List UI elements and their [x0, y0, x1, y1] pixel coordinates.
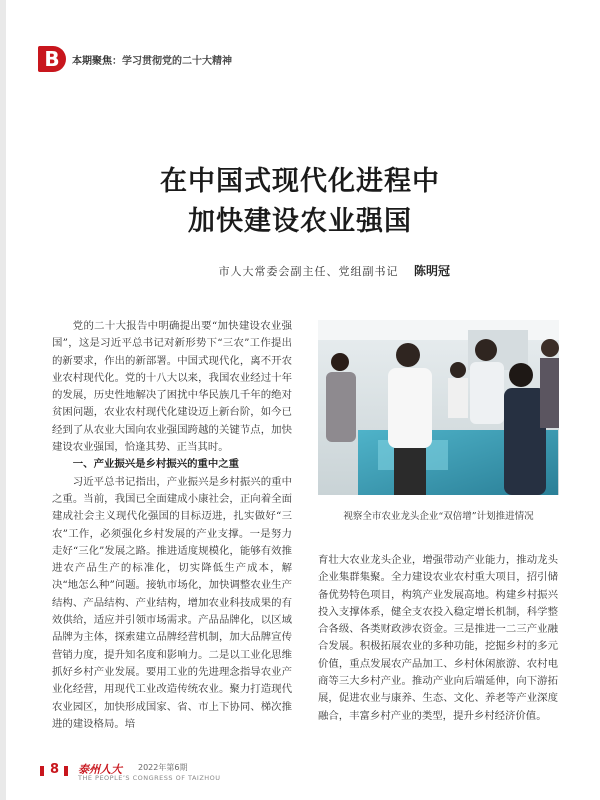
- title-line-1: 在中国式现代化进程中: [160, 166, 440, 197]
- photo-illustration: [318, 320, 559, 495]
- intro-paragraph: 党的二十大报告中明确提出要“加快建设农业强国”，这是习近平总书记对新形势下“三农”工作提出的新要求，作出的新部署。中国式现代化，离不开农业农村现代化。党的十八大以来，我国农业经过十年的发展，历史性地解决了困扰中华民族几千年的绝对贫困问题，农业农村现代化建设迈上新台阶，如今已经到了从农业大国向农业强国跨越的关键节点，加快建设农业强国，恰逢其势、正当其时。: [52, 320, 292, 454]
- section-heading: 一、产业振兴是乡村振兴的重中之重: [72, 458, 240, 471]
- page-footer: [38, 764, 268, 780]
- page-number-bracket-right: [64, 766, 68, 776]
- magazine-english-name: THE PEOPLE’S CONGRESS OF TAIZHOU: [78, 774, 221, 782]
- author-name: 陈明冠: [413, 264, 450, 278]
- article-column-right: [318, 552, 558, 725]
- section-badge: B: [38, 46, 66, 72]
- byline: [218, 262, 450, 279]
- article-column-left: [52, 318, 292, 733]
- section-topic: 学习贯彻党的二十大精神: [122, 56, 232, 67]
- title-line-2: 加快建设农业强国: [188, 206, 412, 237]
- body-paragraph: 习近平总书记指出，产业振兴是乡村振兴的重中之重。当前，我国已全面建成小康社会，正向着全面建成社会主义现代化强国的目标迈进，扎实做好“三农”工作，必须强化乡村发展的产业支撑。一是努力走好“三化”发展之路。推进适度规模化，能够有效推进农产品生产的标准化，切实降低生产成本，解决“地怎么种”问题。接轨市场化，加快调整农业生产结构、产品结构、产业结构，增加农业科技成果的有效供给，适应并引领市场需求。产品品牌化，以区域品牌为主体，探索建立品牌经营机制，加大品牌宣传营销力度，提升知名度和影响力。二是以工业化思维抓好乡村产业发展。要用工业的先进理念指导农业产业化经营，用现代工业改造传统农业。聚力打造现代农业园区，加快形成国家、省、市上下协同、梯次推进的建设格局。培: [52, 475, 292, 730]
- section-label: [72, 52, 232, 67]
- body-paragraph-continued: 育壮大农业龙头企业，增强带动产业能力，推动龙头企业集群集聚。全力建设农业农村重大项目，招引储备优势特色项目，构筑产业发展高地。构建乡村振兴投入支撑体系，健全支农投入稳定增长机制，科学整合各级、各类财政涉农资金。三是推进一二三产业融合发展。积极拓展农业的多种功能，挖掘乡村的多元价值，重点发展农产品加工、乡村休闲旅游、农村电商等三大乡村产业。推动产业向后端延伸，向下游拓展，促进农业与康养、生态、文化、养老等产业深度融合，丰富乡村产业的类型，提升乡村经济价值。: [318, 554, 558, 722]
- magazine-logo: 泰州人大: [78, 763, 122, 776]
- page-number-bracket-left: [40, 766, 44, 776]
- article-photo: [318, 320, 559, 495]
- photo-caption: 视察全市农业龙头企业“双倍增”计划推进情况: [343, 511, 534, 522]
- author-role: 市人大常委会副主任、党组副书记: [218, 265, 399, 278]
- issue-number: 2022年第6期: [138, 763, 188, 772]
- section-label-prefix: 本期聚焦：: [72, 56, 122, 67]
- page-number: 8: [50, 762, 60, 777]
- article-title: [0, 162, 600, 242]
